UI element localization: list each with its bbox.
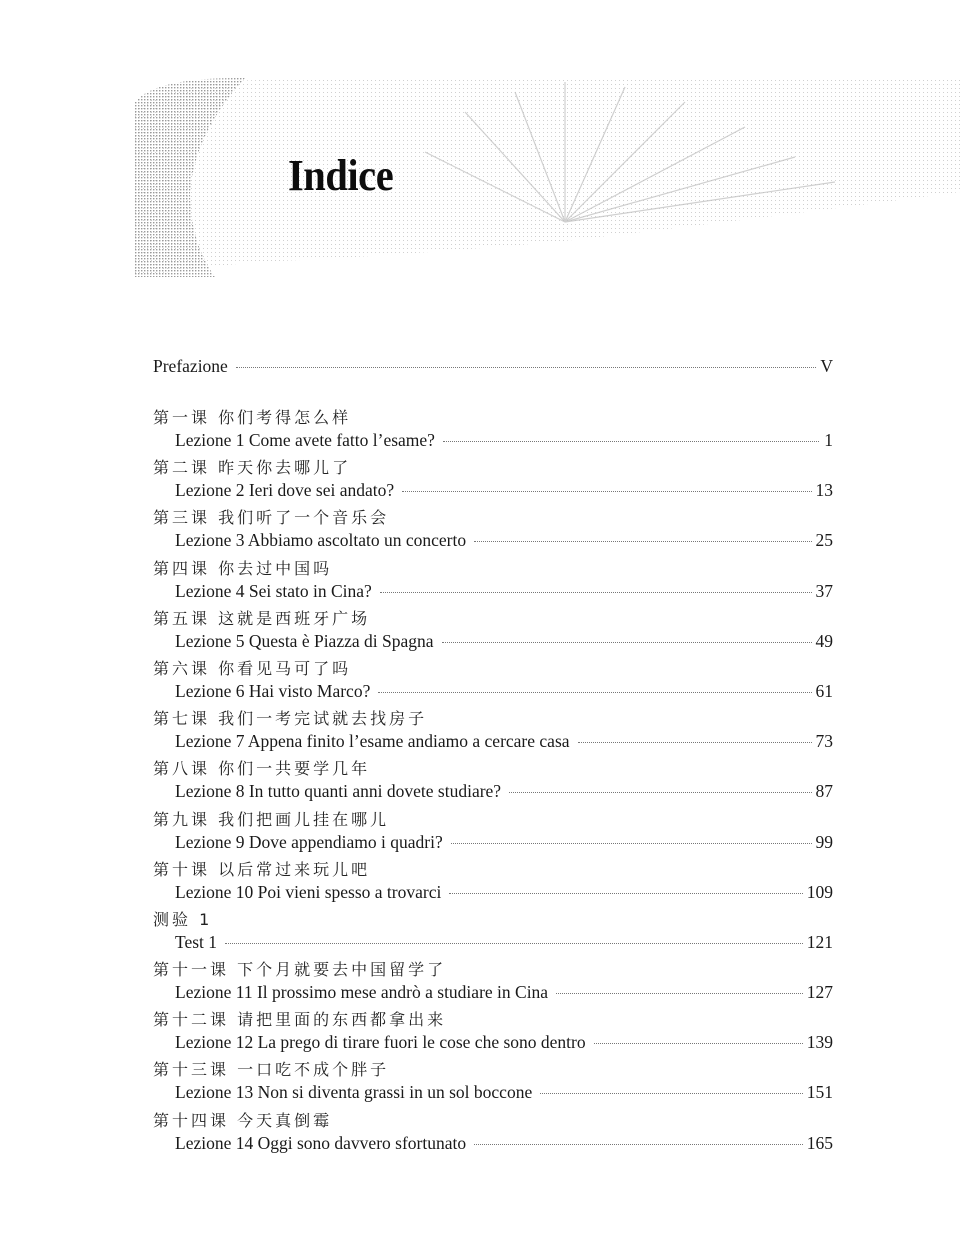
- toc-entry[interactable]: [153, 757, 833, 807]
- italian-title: Lezione 7 Appena finito l’esame andiamo a cercare casa: [175, 731, 570, 752]
- chinese-title: 第六课 你看见马可了吗: [153, 658, 352, 678]
- page-number: 121: [806, 931, 833, 952]
- chinese-title: 第五课 这就是西班牙广场: [153, 608, 371, 628]
- dot-leader: [556, 992, 803, 994]
- italian-title: Lezione 2 Ieri dove sei andato?: [175, 480, 395, 501]
- dot-leader: [474, 540, 811, 542]
- header-banner: [135, 72, 960, 277]
- chinese-title: 第七课 我们一考完试就去找房子: [153, 709, 428, 729]
- toc-entry[interactable]: [153, 1008, 833, 1058]
- toc-entry-test[interactable]: [153, 908, 833, 958]
- dot-leader: [443, 440, 819, 442]
- dot-leader: [594, 1042, 803, 1044]
- page-number: V: [820, 356, 833, 376]
- chinese-title: 第十四课 今天真倒霉: [153, 1110, 333, 1130]
- toc-entry[interactable]: [153, 657, 833, 707]
- chinese-title: 第九课 我们把画儿挂在哪儿: [153, 809, 390, 829]
- toc-entry[interactable]: [153, 456, 833, 506]
- dot-leader: [449, 892, 802, 894]
- toc-entry[interactable]: [153, 506, 833, 556]
- dot-leader: [402, 490, 811, 492]
- page-number: 99: [815, 831, 833, 852]
- dot-leader: [236, 366, 817, 368]
- page-number: 25: [815, 530, 833, 551]
- toc-entry[interactable]: [153, 808, 833, 858]
- page-number: 61: [815, 680, 833, 701]
- toc-entry[interactable]: [153, 557, 833, 607]
- italian-title: Lezione 9 Dove appendiamo i quadri?: [175, 831, 443, 852]
- page-number: 1: [824, 430, 833, 450]
- toc-entry[interactable]: [153, 607, 833, 657]
- chinese-title: 第三课 我们听了一个音乐会: [153, 508, 390, 528]
- italian-title: Lezione 6 Hai visto Marco?: [175, 680, 371, 701]
- italian-title: Lezione 11 Il prossimo mese andrò a studiare in Cina: [175, 982, 549, 1003]
- italian-title: Lezione 12 La prego di tirare fuori le cose che sono dentro: [175, 1032, 586, 1053]
- page-number: 165: [806, 1132, 833, 1153]
- page-number: 37: [815, 580, 833, 601]
- dot-leader: [225, 942, 803, 944]
- dot-leader: [509, 791, 811, 793]
- page-number: 139: [806, 1032, 833, 1053]
- toc-entry[interactable]: [153, 406, 833, 456]
- toc-entry[interactable]: [153, 858, 833, 908]
- page-number: 87: [815, 781, 833, 802]
- page-number: 127: [806, 982, 833, 1003]
- dot-leader: [474, 1143, 803, 1145]
- dot-leader: [578, 741, 812, 743]
- toc-entry[interactable]: [153, 958, 833, 1008]
- italian-title: Lezione 3 Abbiamo ascoltato un concerto: [175, 530, 467, 551]
- chinese-title: 第四课 你去过中国吗: [153, 558, 333, 578]
- toc-entry[interactable]: [153, 1109, 833, 1159]
- page-number: 151: [806, 1082, 833, 1103]
- italian-title: Lezione 14 Oggi sono davvero sfortunato: [175, 1132, 467, 1153]
- italian-title: Lezione 8 In tutto quanti anni dovete studiare?: [175, 781, 502, 802]
- dot-leader: [451, 842, 812, 844]
- chinese-title: 第十三课 一口吃不成个胖子: [153, 1060, 390, 1080]
- chinese-title: 第十一课 下个月就要去中国留学了: [153, 960, 447, 980]
- italian-title: Test 1: [175, 931, 218, 952]
- page-number: 49: [815, 630, 833, 651]
- chinese-title: 第一课 你们考得怎么样: [153, 408, 352, 427]
- entry-label: Prefazione: [153, 356, 228, 376]
- italian-title: Lezione 13 Non si diventa grassi in un sol boccone: [175, 1082, 533, 1103]
- table-of-contents: [153, 356, 833, 1159]
- decorative-burst-graphic: [135, 72, 960, 277]
- chinese-title: 第二课 昨天你去哪儿了: [153, 458, 352, 478]
- dot-leader: [442, 641, 812, 643]
- italian-title: Lezione 4 Sei stato in Cina?: [175, 580, 372, 601]
- page-title: Indice: [288, 151, 394, 200]
- italian-title: Lezione 5 Questa è Piazza di Spagna: [175, 630, 434, 651]
- chinese-title: 第十二课 请把里面的东西都拿出来: [153, 1010, 447, 1030]
- dot-leader: [540, 1092, 803, 1094]
- italian-title: Lezione 10 Poi vieni spesso a trovarci: [175, 881, 442, 902]
- toc-entry[interactable]: [153, 707, 833, 757]
- chinese-title: 第八课 你们一共要学几年: [153, 759, 371, 779]
- page-number: 13: [815, 480, 833, 501]
- page-number: 73: [815, 731, 833, 752]
- chinese-title: 测验 1: [153, 909, 213, 929]
- dot-leader: [380, 591, 812, 593]
- chinese-title: 第十课 以后常过来玩儿吧: [153, 859, 371, 879]
- toc-entry[interactable]: [153, 1058, 833, 1108]
- page-number: 109: [806, 881, 833, 902]
- italian-title: Lezione 1 Come avete fatto l’esame?: [175, 430, 435, 450]
- dot-leader: [378, 691, 811, 693]
- toc-entry-preface[interactable]: [153, 356, 833, 380]
